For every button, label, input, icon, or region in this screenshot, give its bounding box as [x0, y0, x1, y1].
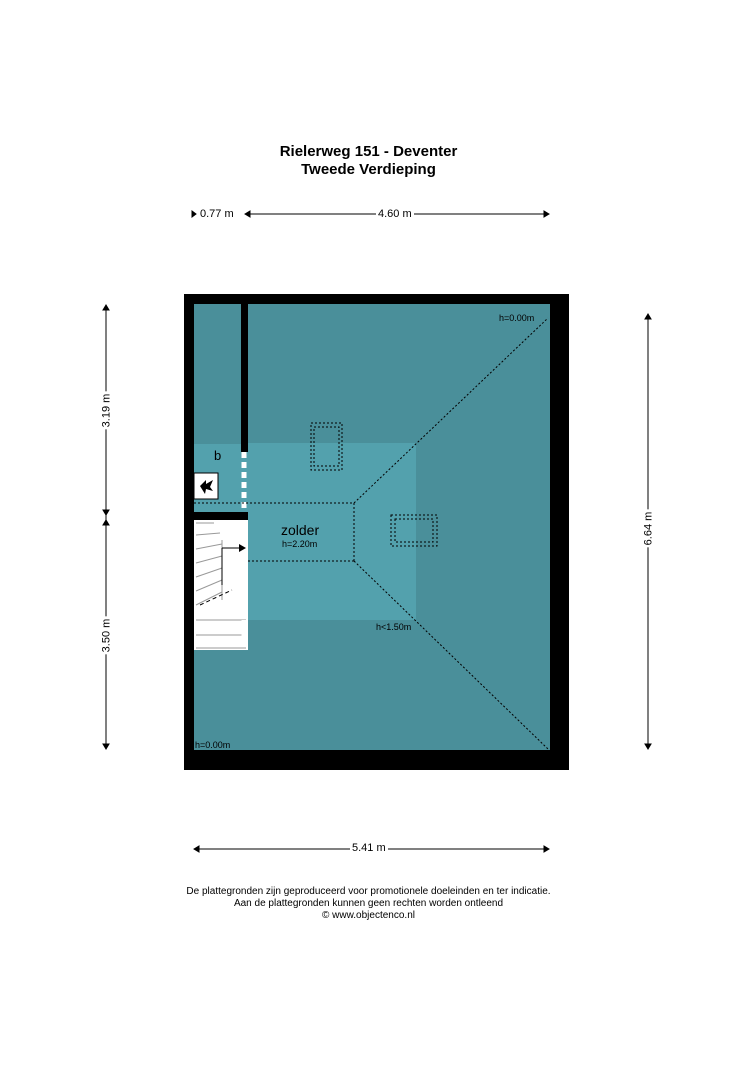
room-height-zolder: h=2.20m — [282, 539, 318, 549]
storage-closet — [194, 304, 241, 444]
storage-wall — [241, 304, 248, 452]
floorplan-floor-name: Tweede Verdieping — [301, 161, 436, 178]
dimension-bottom: 5.41 m — [352, 842, 386, 854]
dimension-left-upper: 3.19 m — [100, 393, 113, 428]
dimension-right: 6.64 m — [642, 511, 655, 546]
storage-room-label: b — [214, 448, 222, 463]
dimension-top-main: 4.60 m — [378, 208, 412, 220]
disclaimer-line-1: De plattegronden zijn geproduceerd voor promotionele doeleinden en ter indicatie. — [186, 886, 551, 897]
dimension-left-lower: 3.50 m — [100, 618, 113, 653]
top-dimension-line — [192, 211, 549, 217]
floorplan-address: Rielerweg 151 - Deventer — [279, 143, 458, 160]
stair-wall — [194, 512, 248, 520]
staircase — [194, 520, 248, 650]
room-name-zolder: zolder — [281, 522, 320, 538]
dimension-top-small: 0.77 m — [200, 208, 234, 220]
height-bottom-left: h=0.00m — [195, 740, 231, 750]
height-top-right: h=0.00m — [499, 313, 535, 323]
disclaimer-line-2: Aan de plattegronden kunnen geen rechten worden ontleend — [233, 898, 504, 909]
copyright-link[interactable]: © www.objectenco.nl — [322, 910, 415, 921]
height-middle: h<1.50m — [376, 622, 412, 632]
left-dimension-line — [103, 305, 109, 749]
